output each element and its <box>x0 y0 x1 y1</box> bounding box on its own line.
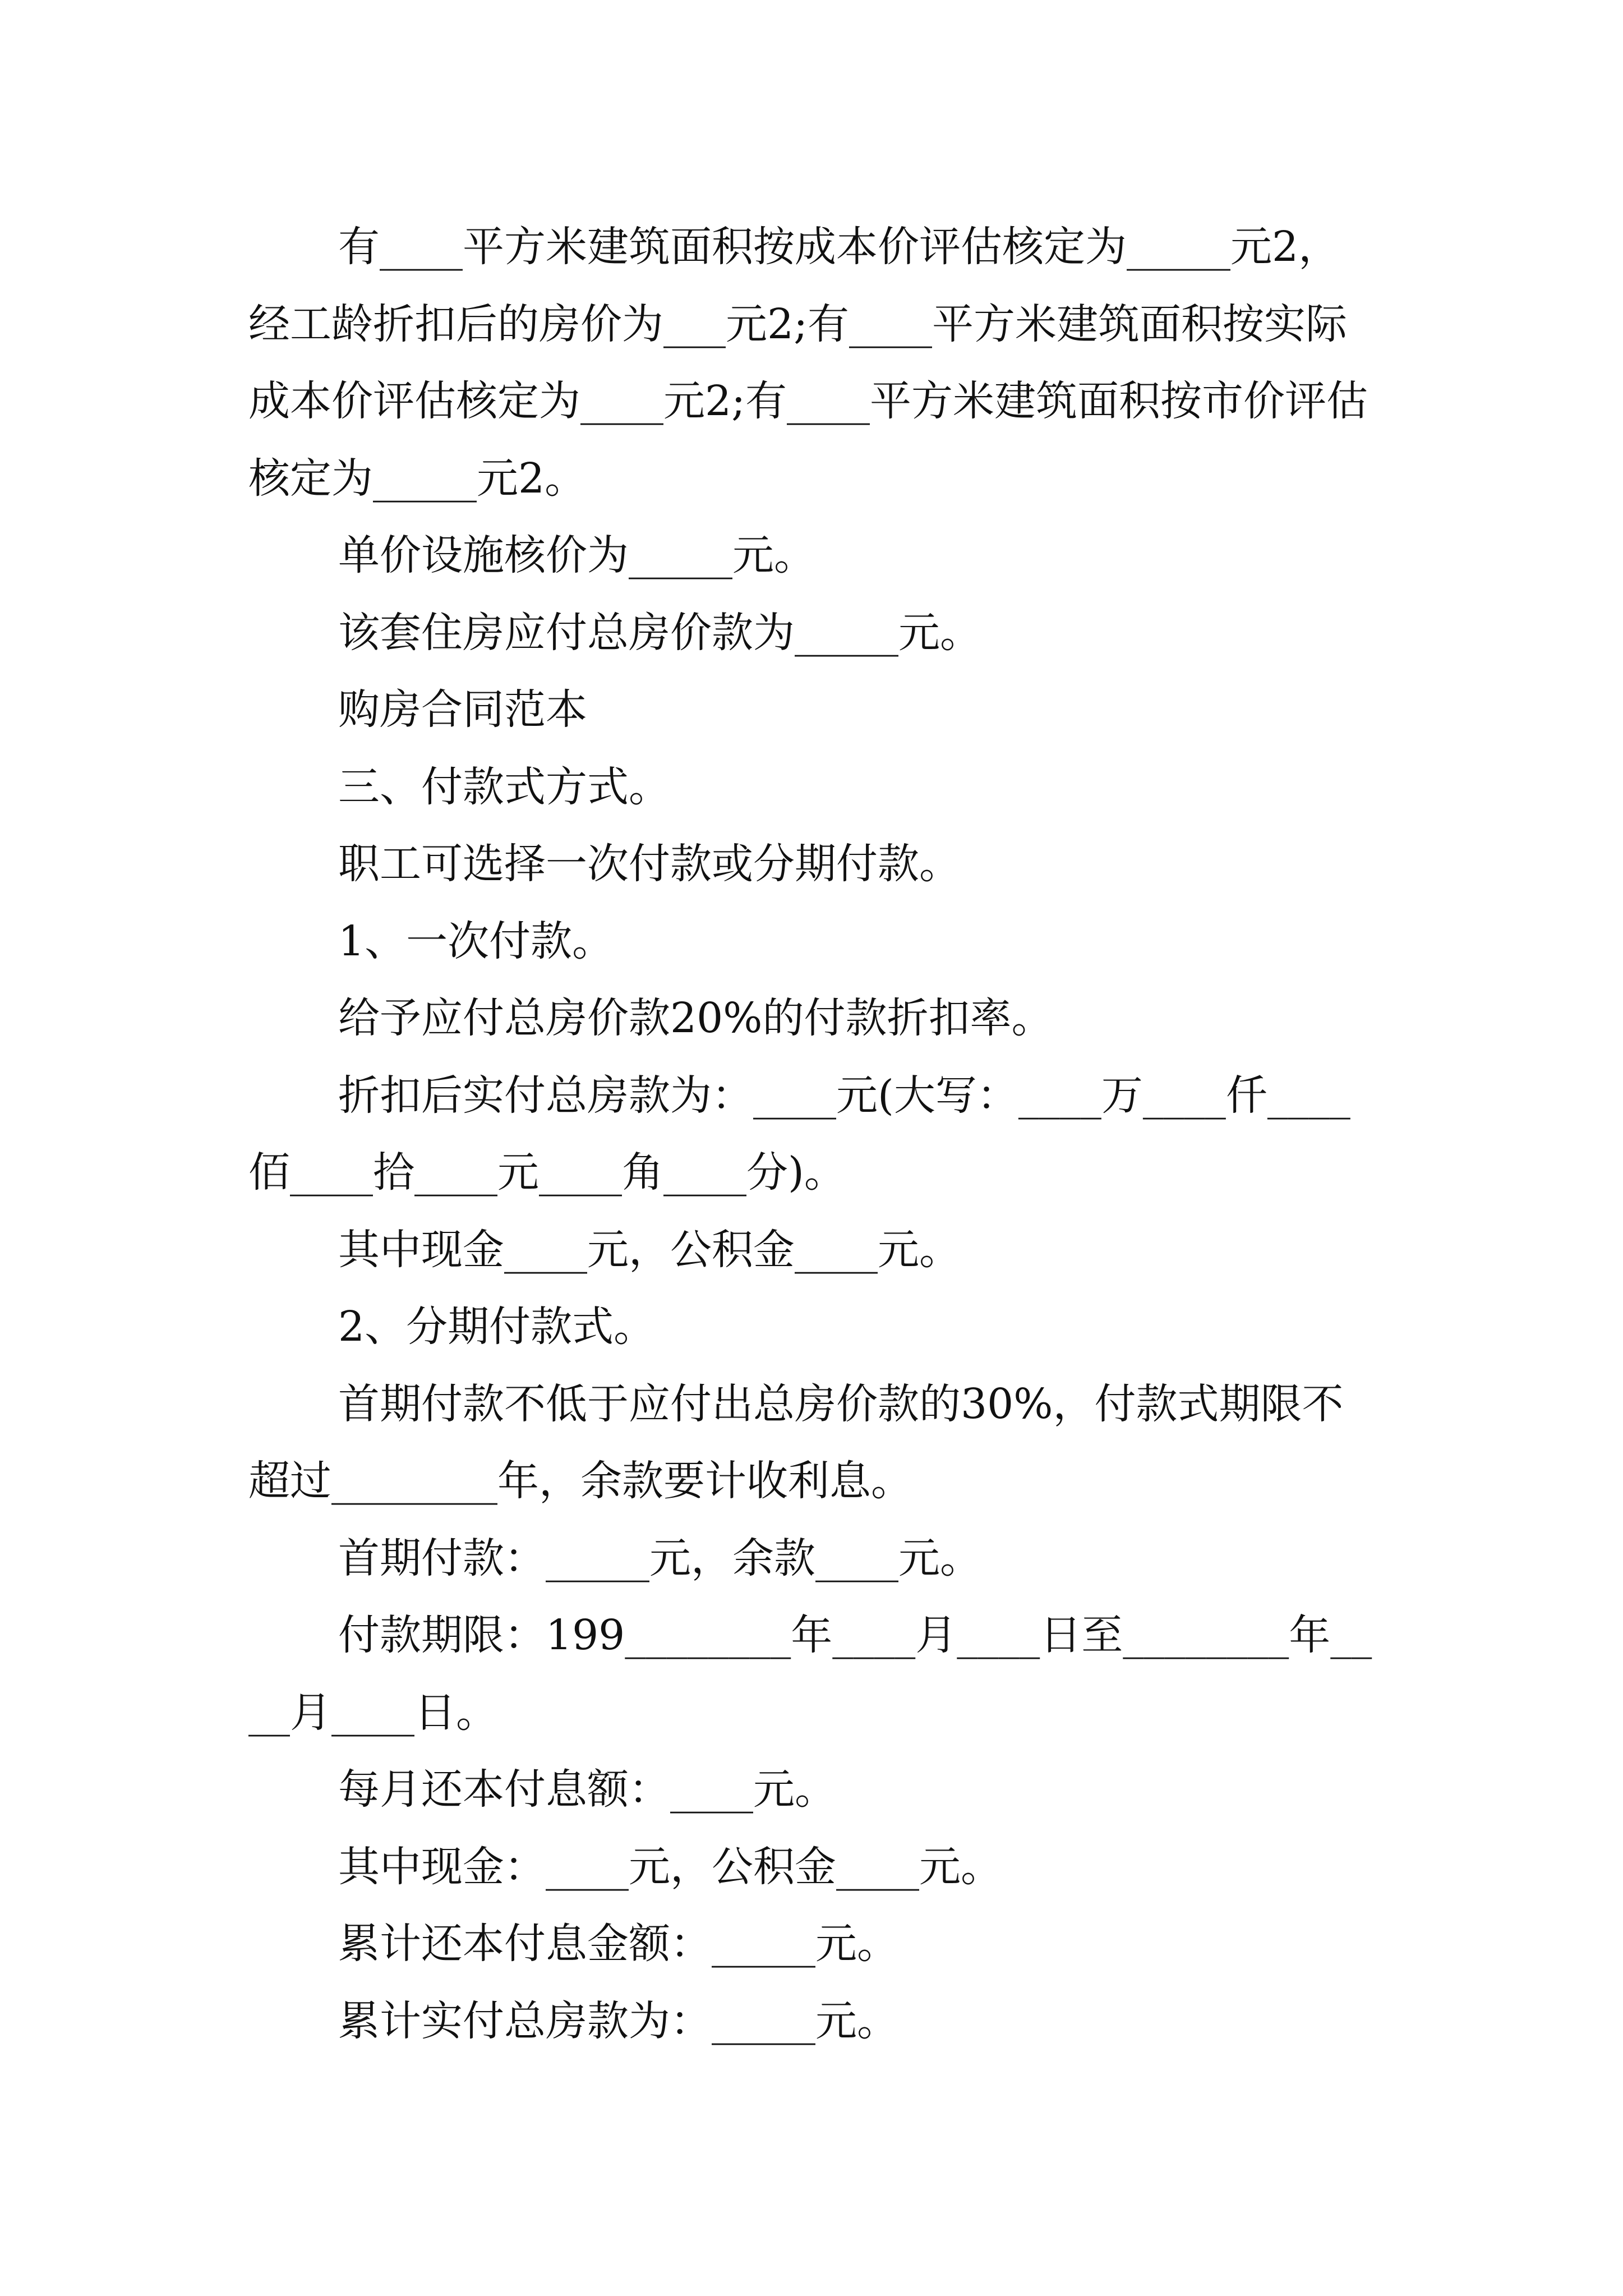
paragraph-payment-period: 付款期限：199________年____月____日至________年____月____日。 <box>248 1611 1372 1737</box>
paragraph-total-price: 该套住房应付总房价款为_____元。 <box>338 608 981 657</box>
paragraph-cumulative-repayment: 累计还本付息金额：_____元。 <box>338 1920 898 1968</box>
paragraph-down-payment-terms: 首期付款不低于应付出总房价款的30%，付款式期限不超过________年，余款要计收利息。 <box>248 1379 1344 1505</box>
paragraph-cumulative-total: 累计实付总房款为：_____元。 <box>338 1996 898 2045</box>
document-body <box>248 209 1381 2060</box>
subheading-one-time: 1、一次付款。 <box>338 917 614 965</box>
paragraph-area-valuation: 有____平方米建筑面积按成本价评估核定为_____元2，经工龄折扣后的房价为___元2;有____平方米建筑面积按实际成本价评估核定为____元2;有____平方米建筑面积按市价评估核定为_____元2。 <box>248 223 1368 503</box>
paragraph-down-payment-amount: 首期付款：_____元，余款____元。 <box>338 1534 981 1582</box>
paragraph-contract-title: 购房合同范本 <box>338 685 587 734</box>
paragraph-discount-rate: 给予应付总房价款20%的付款折扣率。 <box>338 994 1053 1042</box>
paragraph-facility-price: 单价设施核价为_____元。 <box>338 531 815 579</box>
paragraph-payment-options: 职工可选择一次付款或分期付款。 <box>338 840 961 888</box>
paragraph-cash-fund-split: 其中现金____元，公积金____元。 <box>338 1225 961 1274</box>
paragraph-installment-cash-fund: 其中现金：____元，公积金____元。 <box>338 1842 1002 1891</box>
section-heading-payment: 三、付款式方式。 <box>338 762 670 811</box>
subheading-installment: 2、分期付款式。 <box>338 1303 656 1351</box>
paragraph-discounted-total: 折扣后实付总房款为：____元(大写：____万____仟____佰____拾____元____角____分)。 <box>248 1071 1350 1197</box>
paragraph-monthly-payment: 每月还本付息额：____元。 <box>338 1765 836 1814</box>
